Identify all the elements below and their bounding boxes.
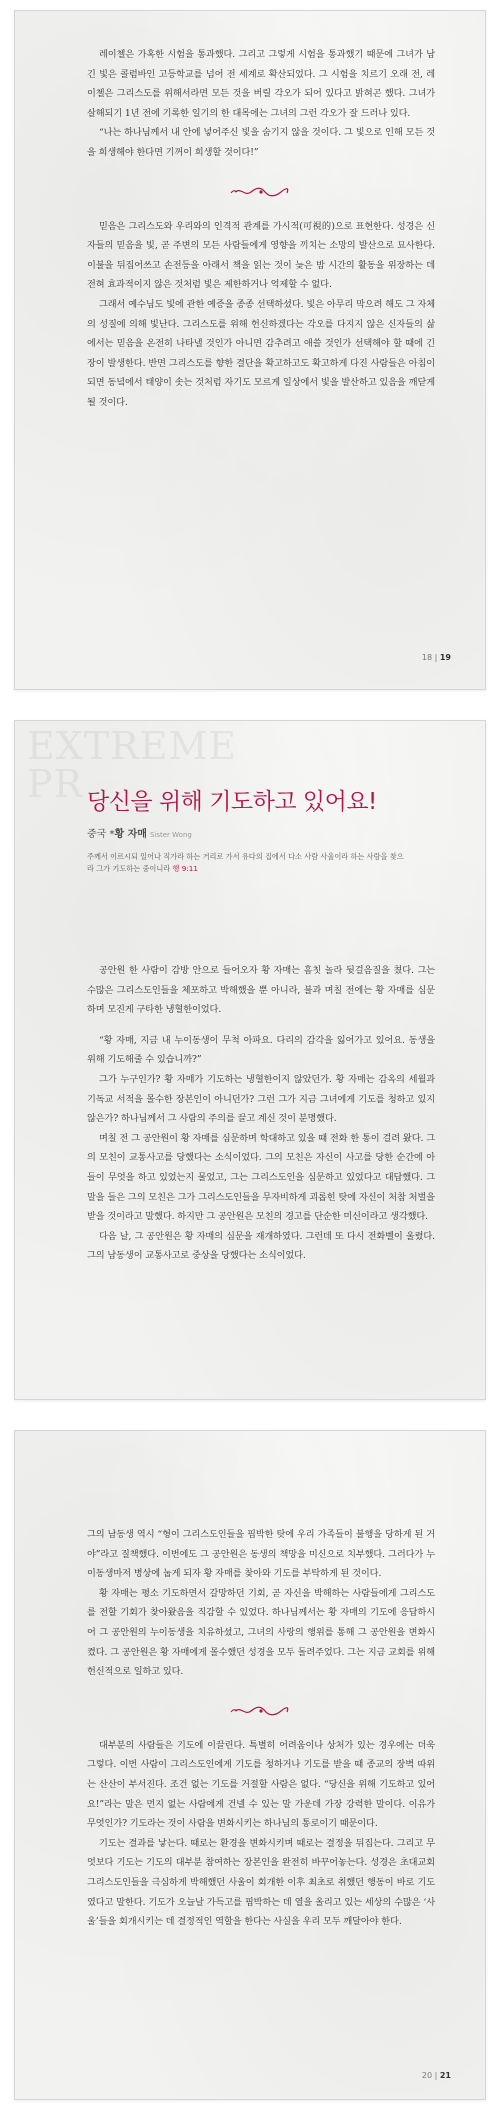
- book-page-1: [14, 10, 486, 690]
- divider-ornament-icon: [221, 1704, 301, 1718]
- page-number-right: 19: [439, 653, 451, 662]
- paragraph: “황 자매, 지금 내 누이동생이 무척 아파요. 다리의 감각을 잃어가고 있어요. 동생을 위해 기도해줄 수 있습니까?”: [87, 1034, 435, 1066]
- paragraph: 그래서 예수님도 빛에 관한 예증을 종종 선택하셨다. 빛은 아무리 막으려 해도 그 자체의 성질에 의해 빛난다. 그리스도를 위해 헌신하겠다는 각오를 다지지 않은 신자들의 삶에서는 믿음을 온전히 나타낼 것인가 아니면 감추려고 애쓸 것인가 선택해야 할 때에 긴장이 발생한다. 반면 그리스도를 향한 결단을 확고하고도 확고하게 다진 사람들은 아침이 되면 동녘에서 태양이 솟는 것처럼 자기도 모르게 일상에서 빛을 발산하고 있음을 깨닫게 될 것이다.: [87, 298, 435, 408]
- paragraph: 믿음은 그리스도와 우리와의 인격적 관계를 가시적(可視的)으로 표현한다. 성경은 신자들의 믿음을 빛, 곧 주변의 모든 사람들에게 영향을 끼치는 소망의 발산으로 묘사한다. 이불을 뒤집어쓰고 손전등을 아래서 책을 읽는 것이 늦은 밤 시간의 활동을 위장하는 데 전혀 효과적이지 않은 것처럼 빛은 제한하거나 억제할 수 없다.: [87, 220, 435, 291]
- watermark-line-2: PR: [27, 762, 84, 806]
- paragraph: 그가 누구인가? 황 자매가 기도하는 냉혈한이지 않았던가. 황 자매는 감옥의 세월과 기독교 서적을 몰수한 장본인이 아니던가? 그런 그가 지금 그녀에게 기도를 청하고 있지 않은가? 하나님께서 그 사람의 주의를 끌고 계신 것이 분명했다.: [87, 1073, 435, 1125]
- paragraph: 레이첼은 가혹한 시험을 통과했다. 그리고 그렇게 시험을 통과했기 때문에 그녀가 남긴 빛은 콜럼바인 고등학교를 넘어 전 세계로 확산되었다. 그 시험을 치르기 오래 전, 레이첼은 그리스도를 위해서라면 모든 것을 버릴 각오가 되어 있다고 밝혀곤 했다. 그녀가 살해되기 1년 전에 기록한 일기의 한 대목에는 그녀의 그런 각오가 잘 드러나 있다.: [87, 49, 435, 119]
- book-page-2: [14, 720, 486, 1400]
- story-subtitle: [87, 825, 192, 840]
- paragraph: 그의 남동생 역시 “형이 그리스도인들을 핍박한 탓에 우리 가족들이 불행을 당하게 된 거야”라고 질책했다. 이번에도 그 공안원은 동생의 책망을 미신으로 치부했다. 그러다가 누이동생마저 병상에 눕게 되자 황 자매를 찾아와 기도를 부탁하게 된 것이다.: [87, 1529, 435, 1580]
- page-number-right: 21: [439, 2071, 451, 2080]
- paragraph: 기도는 결과를 낳는다. 때로는 환경을 변화시키며 때로는 결정을 뒤집는다. 그리고 무엇보다 기도는 기도의 대부분 참여하는 장본인을 완전히 바꾸어놓는다. 성경은 초대교회 그리스도인들을 극심하게 박해했던 사울이 회개한 이후 최초로 취했던 행동이 바로 기도였다고 말한다. 기도가 오늘날 가득고를 핍박하는 데 열을 올리고 있는 세상의 수많은 ‘사울’들을 회개시키는 데 결정적인 역할을 한다는 사실을 우리 모두 깨달아야 한다.: [87, 1837, 435, 1928]
- page-body: [87, 961, 435, 1266]
- person-name: 황 자매: [114, 829, 147, 840]
- story-title: 당신을 위해 기도하고 있어요!: [87, 789, 377, 815]
- page-body: [87, 1525, 435, 1932]
- divider-ornament-icon: [221, 185, 301, 199]
- person-name-latin: Sister Wong: [149, 831, 192, 839]
- paragraph: 대부분의 사람들은 기도에 이끌린다. 특별히 어려움이나 상처가 있는 경우에는 더욱 그렇다. 이번 사람이 그리스도인에게 기도를 청하거나 기도를 받을 때 종교의 장벽 따위는 산산이 부서진다. 조건 없는 기도를 거절할 사람은 없다. “당신을 위해 기도하고 있어요!”라는 말은 먼지 없는 사람에게 건넬 수 있는 말 가운데 가장 강력한 말이다. 이유가 무엇인가? 기도라는 것이 사람을 변화시키는 하나님의 통로이기 때문이다.: [87, 1739, 435, 1830]
- page-number-left: 20: [421, 2071, 433, 2080]
- verse-reference: 행 9:11: [172, 863, 198, 873]
- book-page-3: [14, 1430, 486, 2100]
- intro-text: 주께서 이르시되 일어나 직가라 하는 거리로 가서 유다의 집에서 다소 사람 사울이라 하는 사람을 찾으라 그가 기도하는 중이니라: [87, 852, 404, 873]
- paragraph: “나는 하나님께서 내 안에 넣어주신 빛을 숨기지 않을 것이다. 그 빛으로 인해 모든 것을 희생해야 한다면 기꺼이 희생할 것이다!”: [87, 127, 435, 158]
- page-number: 18 | 19: [421, 653, 451, 662]
- paragraph: 공안원 한 사람이 감방 안으로 들어오자 황 자매는 흠칫 놀라 뒷걸음질을 쳤다. 그는 수많은 그리스도인들을 체포하고 박해했을 뿐 아니라, 불과 며칠 전에는 황 자매를 심문하며 모진게 구타한 냉혈한이었다.: [87, 965, 435, 1016]
- paragraph: 황 자매는 평소 기도하면서 갈망하던 기회, 곧 자신을 박해하는 사람들에게 그리스도를 전할 기회가 찾아왔음을 직감할 수 있었다. 하나님께서는 황 자매의 기도에 응답하시어 그 공안원의 누이동생을 치유하셨고, 그녀의 사랑의 행위를 통해 그 공안원을 변화시켰다. 그 공안원은 황 자매에게 몰수했던 성경을 모두 돌려주었다. 그는 지금 교회를 위해 헌신적으로 일하고 있다.: [87, 1587, 435, 1678]
- country-label: 중국 *: [87, 829, 115, 840]
- watermark-line-1: EXTREME: [27, 724, 238, 768]
- paragraph: 다음 날, 그 공안원은 황 자매의 심문을 재개하였다. 그런데 또 다시 전화벨이 울렸다. 그의 남동생이 교통사고로 중상을 당했다는 소식이었다.: [87, 1230, 435, 1262]
- page-body: [87, 45, 435, 413]
- paragraph: 며칠 전 그 공안원이 황 자매를 심문하며 학대하고 있을 때 전화 한 통이 걸려 왔다. 그의 모친이 교통사고를 당했다는 소식이었다. 그의 모친은 자신이 사고를 당한 순간에 아들이 무엇을 하고 있었는지 물었고, 그는 그리스도인을 심문하고 있었다고 대답했다. 그 말을 들은 그의 모친은 그가 그리스도인들을 무자비하게 괴롭힌 탓에 자신이 처참 처벌을 받을 것이라고 말했다. 하지만 그 공안원은 모친의 경고를 단순한 미신이라고 생각했다.: [87, 1132, 435, 1223]
- page-number: 20 | 21: [421, 2071, 451, 2080]
- intro-scripture: [87, 851, 407, 874]
- page-number-left: 18: [421, 653, 433, 662]
